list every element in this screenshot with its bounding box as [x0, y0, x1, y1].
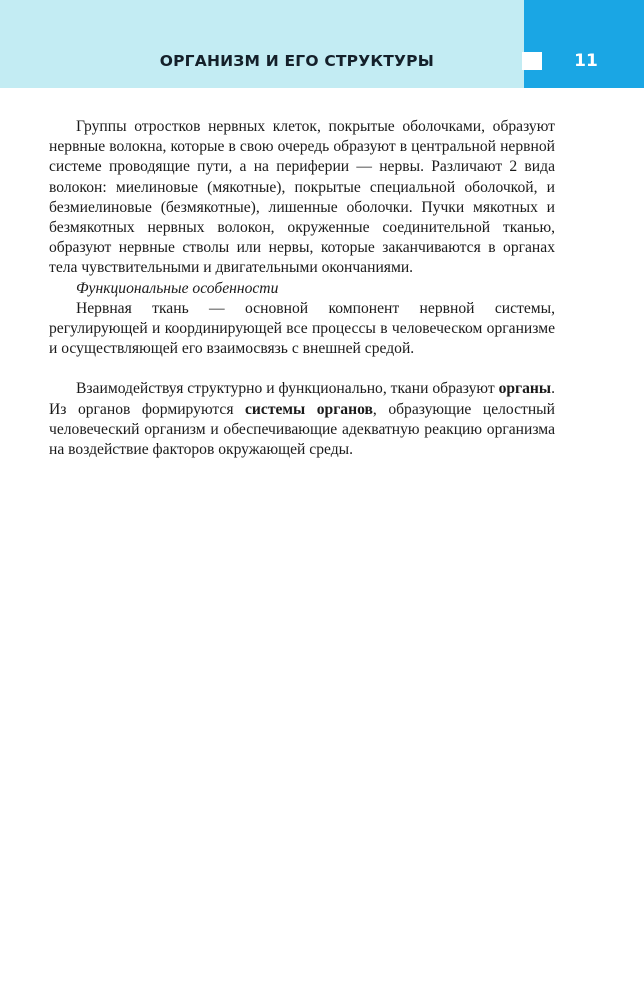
- term-organs: органы: [498, 380, 552, 398]
- paragraph-organs-text-1: Взаимодействуя структурно и функционально, ткани образуют: [76, 380, 499, 398]
- page-number-tab: [524, 0, 644, 88]
- page-body: [49, 117, 555, 460]
- paragraph-nerve-fibers: Группы отростков нервных клеток, покрытые оболочками, образуют нервные волокна, которые в свою очередь образуют в центральной нервной системе проводящие пути, а на периферии — нервы. Различают 2 вида волокон: миелиновые (мякотные), покрытые специальной оболочкой, и безмиелиновые (безмякотные), лишенные оболочки. Пучки мякотных и безмякотных нервных волокон, окруженные соединительной тканью, образуют нервные стволы или нервы, которые заканчиваются в органах тела чувствительными и двигательными окончаниями.: [49, 118, 555, 277]
- running-header-title: ОРГАНИЗМ И ЕГО СТРУКТУРЫ: [159, 52, 434, 70]
- paragraph-organs-text-2: . Из органов формируются: [49, 380, 555, 418]
- paragraph-organs: [49, 379, 555, 460]
- paragraph-organs-text-3: , образующие целостный человеческий организм и обеспечивающие адекватную реакцию организма на воздействие факторов окружающей среды.: [49, 400, 555, 459]
- term-organ-systems: системы органов: [245, 400, 373, 418]
- subheading-functional: Функциональные особенности: [76, 279, 279, 297]
- page-number: 11: [574, 51, 598, 71]
- paragraph-nervous-tissue: Нервная ткань — основной компонент нервной системы, регулирующей и координирующей все процессы в человеческом организме и осуществляющей его взаимосвязь с внешней средой.: [49, 299, 555, 358]
